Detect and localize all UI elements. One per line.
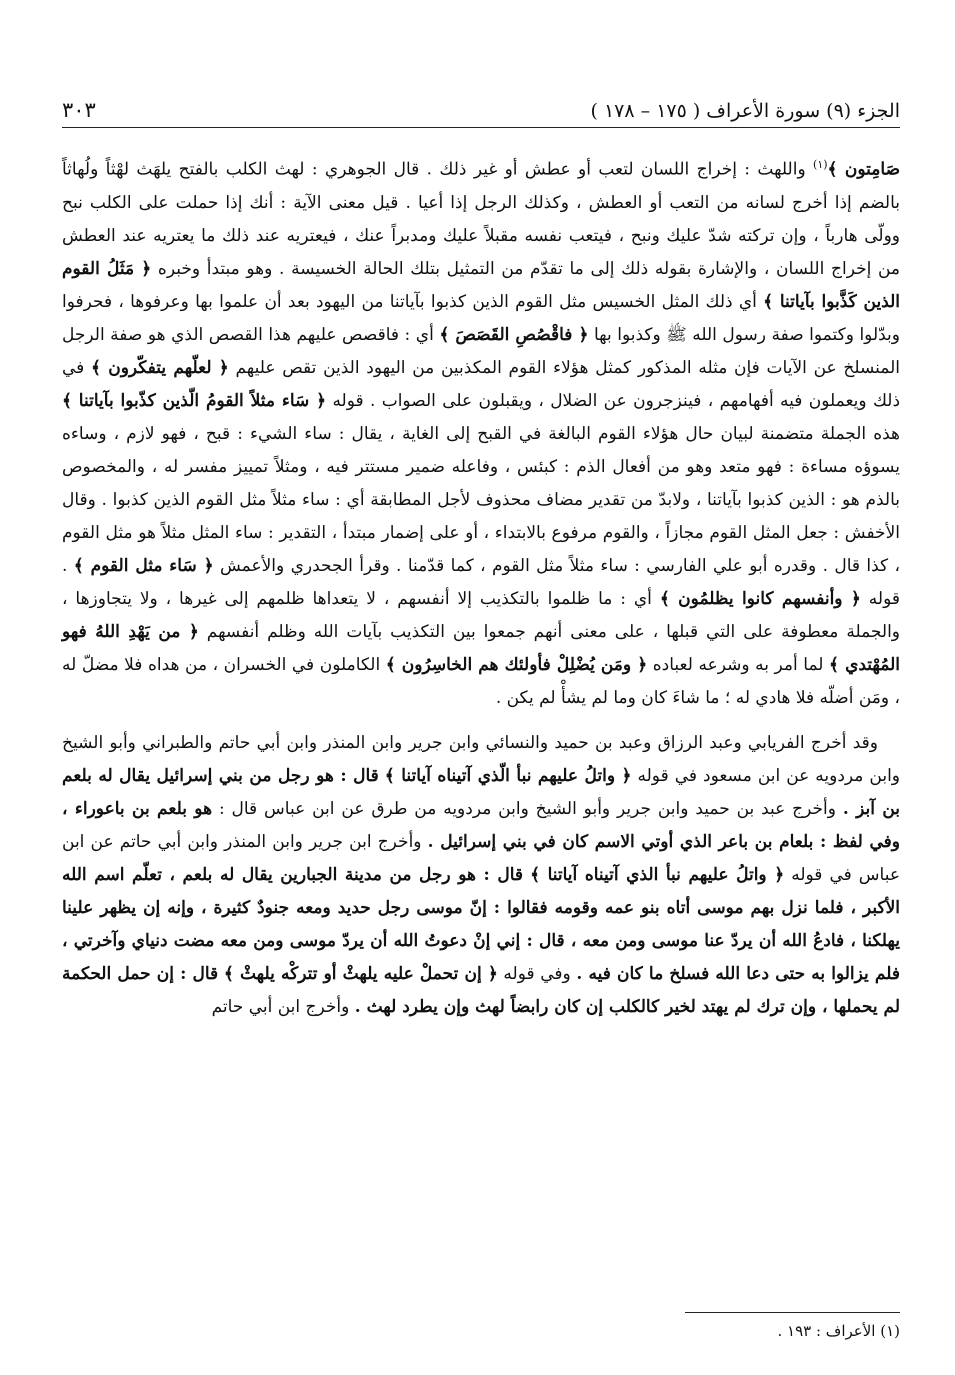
narration-text: وأخرج عبد بن حميد وابن جرير وأبو الشيخ وابن مردويه من طرق عن ابن عباس قال :	[218, 798, 836, 819]
narration-text: وأخرج ابن أبي حاتم	[211, 996, 350, 1017]
footnote-rule	[685, 1312, 900, 1313]
commentary-text: واللهث : إخراج اللسان لتعب أو عطش أو غير ذلك . قال الجوهري : لهث الكلب بالفتح يلهَث لهْثاً ولُهاثاً بالضم إذا أخرج لسانه من التعب أو العطش ، وكذلك الرجل إذا أعيا . قيل معنى الآية : أنك إذا حملت على الكلب نبح وولّى هارباً ، وإن تركته شدّ عليك ونبح ، فيتعب نفسه مقبلاً عليك ومدبراً عنك ، فيعتريه عند ذلك ما يعتريه عند العطش من إخراج اللسان ، والإشارة بقوله ذلك إلى ما تقدّم من التمثيل بتلك الحالة الخسيسة . وهو مبتدأ وخبره	[62, 159, 901, 279]
narration-text: وقد أخرج الفريابي وعبد الرزاق وعبد بن حميد والنسائي وابن جرير وابن المنذر وابن أبي حاتم والطبراني وأبو الشيخ وابن مردويه عن ابن مسعود في قوله	[62, 732, 901, 786]
quran-quote: ﴿ من يَهْدِ اللهُ فهو المُهْتدي ﴾	[62, 621, 900, 675]
quran-bracket: ﴾	[827, 159, 838, 180]
narration-bold: قال : هو رجل من بني إسرائيل يقال له بلعم بن آبز .	[62, 765, 901, 819]
narration-text: وأخرج ابن جرير وابن المنذر وابن أبي حاتم عن ابن عباس في قوله	[62, 831, 900, 885]
narration-text: وفي قوله	[503, 963, 571, 984]
paragraph-narrations	[62, 727, 900, 1024]
commentary-text: . قوله	[62, 555, 900, 609]
quran-quote: ﴿ سَاء مثلاً القومُ الّذين كذّبوا بآياتنا ﴾	[62, 390, 327, 411]
paragraph-commentary	[62, 148, 900, 715]
verse-ending: صَامِتون	[844, 159, 901, 180]
header-rule	[62, 127, 900, 128]
commentary-text: أي : فاقصص عليهم هذا القصص الذي هو صفة الرجل المنسلخ عن الآيات فإن مثله المذكور كمثل هؤلاء القوم المكذبين من اليهود الذين تقص عليهم	[62, 324, 901, 378]
running-title: الجزء (٩) سورة الأعراف ( ١٧٥ – ١٧٨ )	[590, 100, 900, 122]
quran-quote: ﴿ وأنفسهم كانوا يظلمُون ﴾	[659, 588, 861, 609]
footnote: (١) الأعراف : ١٩٣ .	[777, 1322, 900, 1340]
commentary-text: لما أمر به وشرعه لعباده	[652, 654, 824, 675]
quran-quote: ﴿ سَاء مثل القوم ﴾	[73, 555, 214, 576]
narration-bold: قال : إن حمل الحكمة لم يحملها ، وإن ترك لم يهتد لخير كالكلب إن كان رابضاً لهث وإن يطرد لهث .	[62, 963, 900, 1017]
page-number: ٣٠٣	[62, 98, 96, 122]
quran-quote: ﴿ لعلّهم يتفكّرون ﴾	[91, 357, 229, 378]
commentary-text: هذه الجملة متضمنة لبيان حال هؤلاء القوم البالغة في القبح إلى الغاية ، يقال : ساء الشيء : قبح ، فهو لازم ، وساءه يسوؤه مساءة : فهو متعد وهو من أفعال الذم : كبئس ، وفاعله ضمير مستتر فيه ، ومثلاً تمييز مفسر له ، والمخصوص بالذم هو : الذين كذبوا بآياتنا ، ولابدّ من تقدير مضاف محذوف لأجل المطابقة أي : ساء مثلاً مثل القوم الذين كذبوا . وقال الأخفش : جعل المثل القوم مجازاً ، والقوم مرفوع بالابتداء ، أو على إضمار مبتدأ ، التقدير : ساء المثل مثلاً هو مثل القوم ، كذا قال . وقدره أبو علي الفارسي : ساء مثلاً مثل القوم ، كما قدّمنا . وقرأ الجحدري والأعمش	[62, 423, 900, 576]
quran-quote: ﴿ ومَن يُضْلِلْ فأولئك هم الخاسِرُون ﴾	[385, 654, 648, 675]
commentary-text: أي : ما ظلموا بالتكذيب إلا أنفسهم ، لا يتعداها ظلمهم إلى غيرها ، ولا يتجاوزها ، والجملة معطوفة على التي قبلها ، على معنى أنهم جمعوا بين التكذيب بآيات الله وظلم أنفسهم	[62, 588, 901, 642]
commentary-text: الكاملون في الخسران ، من هداه فلا مضلّ له ، ومَن أضلّه فلا هادي له ؛ ما شاءَ كان وما لم يشأْ لم يكن .	[62, 654, 900, 708]
quran-quote: ﴿ فاقْصُصِ القَصَصَ ﴾	[439, 324, 589, 345]
commentary-text: أي ذلك المثل الخسيس مثل القوم الذين كذبوا بآياتنا من اليهود بعد أن علموا بها وعرفوها ، فحرفوا وبدّلوا وكتموا صفة رسول الله ﷺ وكذبوا بها	[62, 291, 900, 345]
body-text	[62, 148, 900, 1024]
page-header	[62, 92, 900, 122]
quran-quote: ﴿ إن تحملْ عليه يلهثْ أو تتركْه يلهثْ ﴾	[223, 963, 498, 984]
narration-bold: هو بلعم بن باعوراء ، وفي لفظ : بلعام بن باعر الذي أوتي الاسم كان في بني إسرائيل .	[62, 798, 901, 852]
footnote-reference: (١)	[813, 158, 828, 171]
quran-quote: ﴿ واتلُ عليهم نبأ الذي آتيناه آياتنا ﴾	[530, 864, 785, 885]
commentary-text: في ذلك ويعملون فيه أفهامهم ، فينزجرون عن الضلال ، ويقبلون على الصواب . قوله	[62, 357, 901, 411]
quran-quote: ﴿ واتلُ عليهم نبأ الّذي آتيناه آياتنا ﴾	[384, 765, 632, 786]
book-page	[62, 0, 900, 1375]
quran-quote: ﴿ مَثَلُ القوم الذين كَذَّبوا بآياتنا ﴾	[62, 258, 901, 312]
narration-bold: قال : هو رجل من مدينة الجبارين يقال له بلعم ، تعلّم اسم الله الأكبر ، فلما نزل بهم موسى أتاه بنو عمه وقومه فقالوا : إنّ موسى رجل حديد ومعه جنودٌ كثيرة ، وإنه إن يظهر علينا يهلكنا ، فادعُ الله أن يردّ عنا موسى ومن معه ، قال : إني إنْ دعوتُ الله أن يردّ موسى ومن معه مضت دنياي وآخرتي ، فلم يزالوا به حتى دعا الله فسلخ ما كان فيه .	[62, 864, 900, 984]
